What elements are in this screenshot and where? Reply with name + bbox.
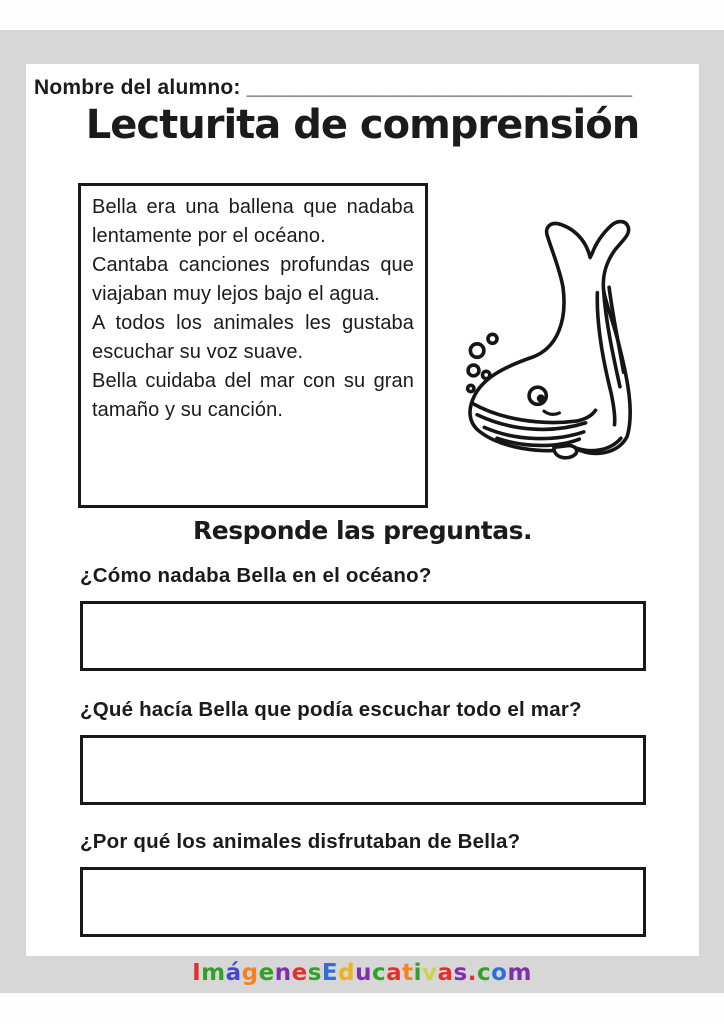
question-block-2 (80, 698, 674, 805)
bubble-icon (488, 334, 497, 343)
whale-icon (450, 198, 676, 476)
question-3-answer-box[interactable] (80, 867, 646, 937)
bubble-icon (470, 344, 484, 358)
passage-sentence: A todos los animales les gustaba escuchar su voz suave. (92, 312, 414, 363)
question-3-label: ¿Por qué los animales disfrutaban de Bella? (80, 830, 521, 853)
reading-passage-box (78, 183, 428, 508)
bottom-white-band (0, 993, 724, 1024)
page-title: Lecturita de comprensión (85, 102, 640, 148)
bubble-icon (468, 365, 479, 376)
student-name-row (34, 76, 694, 100)
passage-sentence: Bella cuidaba del mar con su gran tamaño y su canción. (92, 370, 414, 421)
bubble-icon (468, 385, 474, 391)
footer-brand-text: ImágenesEducativas.com (192, 960, 532, 986)
student-name-label: Nombre del alumno: (34, 76, 241, 99)
whale-illustration (450, 198, 676, 476)
questions-heading: Responde las preguntas. (193, 516, 532, 545)
question-1-label: ¿Cómo nadaba Bella en el océano? (80, 564, 432, 587)
question-block-1 (80, 564, 674, 671)
passage-sentence: Cantaba canciones profundas que viajaban muy lejos bajo el agua. (92, 254, 414, 305)
footer-brand (0, 960, 724, 986)
question-1-answer-box[interactable] (80, 601, 646, 671)
question-block-3 (80, 830, 674, 937)
question-2-label: ¿Qué hacía Bella que podía escuchar todo el mar? (80, 698, 582, 721)
student-name-blank[interactable]: _________________________________ (246, 76, 633, 99)
question-2-answer-box[interactable] (80, 735, 646, 805)
passage-sentence: Bella era una ballena que nadaba lentamente por el océano. (92, 196, 414, 247)
worksheet-sheet (26, 64, 699, 956)
